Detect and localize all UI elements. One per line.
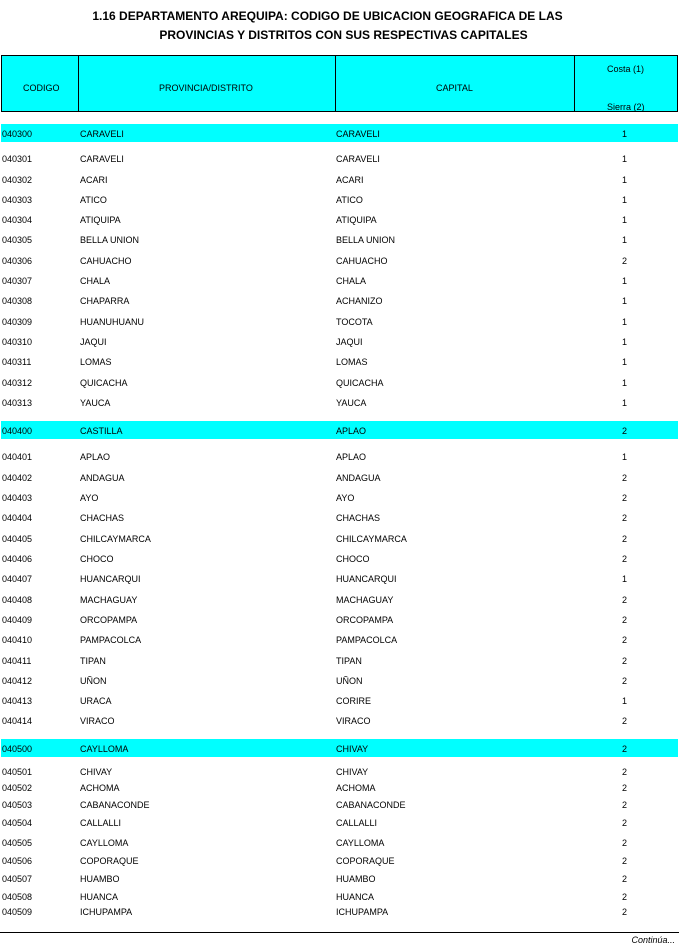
code-cell: 040304: [2, 215, 33, 225]
capital-cell: ORCOPAMPA: [336, 615, 394, 625]
district-row: [0, 356, 679, 368]
capital-cell: UÑON: [336, 676, 363, 686]
name-cell: ORCOPAMPA: [80, 615, 138, 625]
name-cell: HUAMBO: [80, 874, 120, 884]
district-row: [0, 655, 679, 667]
name-cell: CHALA: [80, 276, 111, 286]
district-row: [0, 451, 679, 463]
region-cell: 1: [622, 398, 628, 408]
region-cell: 2: [622, 256, 628, 266]
name-cell: CHACHAS: [80, 513, 125, 523]
district-row: [0, 906, 679, 918]
region-cell: 2: [622, 473, 628, 483]
province-row: [0, 128, 679, 140]
capital-cell: YAUCA: [336, 398, 367, 408]
name-cell: CARAVELI: [80, 129, 124, 139]
header-region: Costa (1) Sierra (2): [607, 64, 645, 112]
name-cell: CAYLLOMA: [80, 838, 129, 848]
capital-cell: CHILCAYMARCA: [336, 534, 407, 544]
page-subtitle: PROVINCIAS Y DISTRITOS CON SUS RESPECTIVAS CAPITALES: [159, 28, 528, 42]
district-row: [0, 634, 679, 646]
district-row: [0, 533, 679, 545]
district-row: [0, 153, 679, 165]
table-header: [1, 55, 678, 112]
code-cell: 040313: [2, 398, 33, 408]
code-cell: 040305: [2, 235, 33, 245]
district-row: [0, 214, 679, 226]
name-cell: CARAVELI: [80, 154, 124, 164]
capital-cell: TOCOTA: [336, 317, 373, 327]
region-cell: 1: [622, 195, 628, 205]
code-cell: 040409: [2, 615, 33, 625]
name-cell: ATIQUIPA: [80, 215, 121, 225]
code-cell: 040400: [2, 426, 33, 436]
region-cell: 1: [622, 129, 628, 139]
code-cell: 040404: [2, 513, 33, 523]
district-row: [0, 594, 679, 606]
code-cell: 040406: [2, 554, 33, 564]
code-cell: 040412: [2, 676, 33, 686]
name-cell: JAQUI: [80, 337, 107, 347]
capital-cell: CARAVELI: [336, 129, 380, 139]
region-cell: 1: [622, 574, 628, 584]
name-cell: CHAPARRA: [80, 296, 130, 306]
region-cell: 2: [622, 907, 628, 917]
capital-cell: ATICO: [336, 195, 363, 205]
region-cell: 2: [622, 783, 628, 793]
capital-cell: BELLA UNION: [336, 235, 396, 245]
district-row: [0, 174, 679, 186]
code-cell: 040408: [2, 595, 33, 605]
region-cell: 2: [622, 838, 628, 848]
capital-cell: ACARI: [336, 175, 364, 185]
district-row: [0, 472, 679, 484]
code-cell: 040301: [2, 154, 33, 164]
code-cell: 040307: [2, 276, 33, 286]
region-cell: 2: [622, 493, 628, 503]
district-row: [0, 695, 679, 707]
capital-cell: VIRACO: [336, 716, 371, 726]
code-cell: 040300: [2, 129, 33, 139]
region-cell: 1: [622, 317, 628, 327]
code-cell: 040501: [2, 767, 33, 777]
code-cell: 040303: [2, 195, 33, 205]
district-row: [0, 573, 679, 585]
district-row: [0, 766, 679, 778]
code-cell: 040407: [2, 574, 33, 584]
name-cell: TIPAN: [80, 656, 106, 666]
region-cell: 1: [622, 452, 628, 462]
code-cell: 040302: [2, 175, 33, 185]
code-cell: 040505: [2, 838, 33, 848]
province-row: [0, 425, 679, 437]
district-row: [0, 873, 679, 885]
code-cell: 040306: [2, 256, 33, 266]
name-cell: YAUCA: [80, 398, 111, 408]
district-row: [0, 782, 679, 794]
capital-cell: CHACHAS: [336, 513, 381, 523]
region-cell: 1: [622, 215, 628, 225]
capital-cell: JAQUI: [336, 337, 363, 347]
region-cell: 1: [622, 175, 628, 185]
header-codigo: CODIGO: [2, 56, 79, 111]
continues-note: Continúa...: [631, 935, 675, 945]
district-row: [0, 675, 679, 687]
district-row: [0, 715, 679, 727]
region-cell: 2: [622, 513, 628, 523]
region-cell: 1: [622, 154, 628, 164]
code-cell: 040414: [2, 716, 33, 726]
district-row: [0, 275, 679, 287]
district-row: [0, 817, 679, 829]
district-row: [0, 255, 679, 267]
capital-cell: ATIQUIPA: [336, 215, 377, 225]
province-row: [0, 743, 679, 755]
code-cell: 040311: [2, 357, 32, 367]
capital-cell: TIPAN: [336, 656, 362, 666]
capital-cell: HUANCA: [336, 892, 375, 902]
name-cell: ACHOMA: [80, 783, 120, 793]
capital-cell: CHIVAY: [336, 744, 369, 754]
code-cell: 040403: [2, 493, 33, 503]
district-row: [0, 336, 679, 348]
name-cell: VIRACO: [80, 716, 115, 726]
name-cell: URACA: [80, 696, 112, 706]
code-cell: 040405: [2, 534, 33, 544]
capital-cell: ACHANIZO: [336, 296, 383, 306]
name-cell: ATICO: [80, 195, 107, 205]
name-cell: COPORAQUE: [80, 856, 139, 866]
code-cell: 040401: [2, 452, 33, 462]
region-cell: 2: [622, 744, 628, 754]
name-cell: CALLALLI: [80, 818, 122, 828]
capital-cell: CALLALLI: [336, 818, 378, 828]
district-row: [0, 512, 679, 524]
district-row: [0, 194, 679, 206]
code-cell: 040506: [2, 856, 33, 866]
page-title: 1.16 DEPARTAMENTO AREQUIPA: CODIGO DE UBICACION GEOGRAFICA DE LAS: [92, 9, 563, 23]
code-cell: 040410: [2, 635, 33, 645]
code-cell: 040503: [2, 800, 33, 810]
region-cell: 2: [622, 856, 628, 866]
name-cell: LOMAS: [80, 357, 112, 367]
district-row: [0, 234, 679, 246]
region-cell: 2: [622, 800, 628, 810]
region-cell: 1: [622, 235, 628, 245]
region-cell: 1: [622, 337, 628, 347]
region-cell: 2: [622, 716, 628, 726]
capital-cell: MACHAGUAY: [336, 595, 394, 605]
name-cell: APLAO: [80, 452, 111, 462]
code-cell: 040310: [2, 337, 33, 347]
name-cell: CABANACONDE: [80, 800, 150, 810]
capital-cell: HUANCARQUI: [336, 574, 397, 584]
capital-cell: CHALA: [336, 276, 367, 286]
capital-cell: COPORAQUE: [336, 856, 395, 866]
district-row: [0, 377, 679, 389]
district-row: [0, 316, 679, 328]
region-cell: 1: [622, 696, 628, 706]
capital-cell: ANDAGUA: [336, 473, 381, 483]
region-cell: 1: [622, 378, 628, 388]
region-cell: 2: [622, 892, 628, 902]
capital-cell: HUAMBO: [336, 874, 376, 884]
region-cell: 2: [622, 534, 628, 544]
district-row: [0, 397, 679, 409]
footer-divider: [0, 932, 679, 933]
region-cell: 1: [622, 276, 628, 286]
name-cell: QUICACHA: [80, 378, 128, 388]
name-cell: ICHUPAMPA: [80, 907, 133, 917]
region-cell: 2: [622, 676, 628, 686]
name-cell: UÑON: [80, 676, 107, 686]
district-row: [0, 614, 679, 626]
name-cell: CHOCO: [80, 554, 114, 564]
code-cell: 040500: [2, 744, 33, 754]
code-cell: 040504: [2, 818, 33, 828]
name-cell: CAYLLOMA: [80, 744, 129, 754]
name-cell: BELLA UNION: [80, 235, 140, 245]
district-row: [0, 855, 679, 867]
capital-cell: AYO: [336, 493, 355, 503]
code-cell: 040509: [2, 907, 33, 917]
header-capital: CAPITAL: [336, 56, 575, 111]
district-row: [0, 837, 679, 849]
header-provincia: PROVINCIA/DISTRITO: [79, 56, 336, 111]
region-cell: 2: [622, 874, 628, 884]
district-row: [0, 553, 679, 565]
capital-cell: LOMAS: [336, 357, 368, 367]
capital-cell: CORIRE: [336, 696, 372, 706]
region-cell: 2: [622, 656, 628, 666]
code-cell: 040508: [2, 892, 33, 902]
region-cell: 1: [622, 357, 628, 367]
region-cell: 2: [622, 818, 628, 828]
name-cell: PAMPACOLCA: [80, 635, 142, 645]
code-cell: 040411: [2, 656, 32, 666]
district-row: [0, 891, 679, 903]
code-cell: 040413: [2, 696, 33, 706]
name-cell: ANDAGUA: [80, 473, 125, 483]
capital-cell: CAHUACHO: [336, 256, 388, 266]
name-cell: CAHUACHO: [80, 256, 132, 266]
name-cell: CHIVAY: [80, 767, 113, 777]
code-cell: 040309: [2, 317, 33, 327]
capital-cell: QUICACHA: [336, 378, 384, 388]
region-cell: 2: [622, 615, 628, 625]
region-cell: 2: [622, 767, 628, 777]
code-cell: 040312: [2, 378, 33, 388]
region-cell: 2: [622, 595, 628, 605]
region-cell: 2: [622, 635, 628, 645]
capital-cell: CARAVELI: [336, 154, 380, 164]
name-cell: ACARI: [80, 175, 108, 185]
capital-cell: CABANACONDE: [336, 800, 406, 810]
name-cell: HUANCA: [80, 892, 119, 902]
code-cell: 040502: [2, 783, 33, 793]
code-cell: 040507: [2, 874, 33, 884]
capital-cell: APLAO: [336, 452, 367, 462]
capital-cell: APLAO: [336, 426, 367, 436]
capital-cell: CHIVAY: [336, 767, 369, 777]
district-row: [0, 295, 679, 307]
district-row: [0, 492, 679, 504]
capital-cell: ICHUPAMPA: [336, 907, 389, 917]
capital-cell: CAYLLOMA: [336, 838, 385, 848]
district-row: [0, 799, 679, 811]
capital-cell: CHOCO: [336, 554, 370, 564]
region-cell: 2: [622, 426, 628, 436]
region-cell: 1: [622, 296, 628, 306]
name-cell: CASTILLA: [80, 426, 123, 436]
name-cell: AYO: [80, 493, 99, 503]
name-cell: CHILCAYMARCA: [80, 534, 151, 544]
capital-cell: ACHOMA: [336, 783, 376, 793]
capital-cell: PAMPACOLCA: [336, 635, 398, 645]
name-cell: HUANCARQUI: [80, 574, 141, 584]
name-cell: MACHAGUAY: [80, 595, 138, 605]
region-cell: 2: [622, 554, 628, 564]
code-cell: 040402: [2, 473, 33, 483]
code-cell: 040308: [2, 296, 33, 306]
name-cell: HUANUHUANU: [80, 317, 145, 327]
